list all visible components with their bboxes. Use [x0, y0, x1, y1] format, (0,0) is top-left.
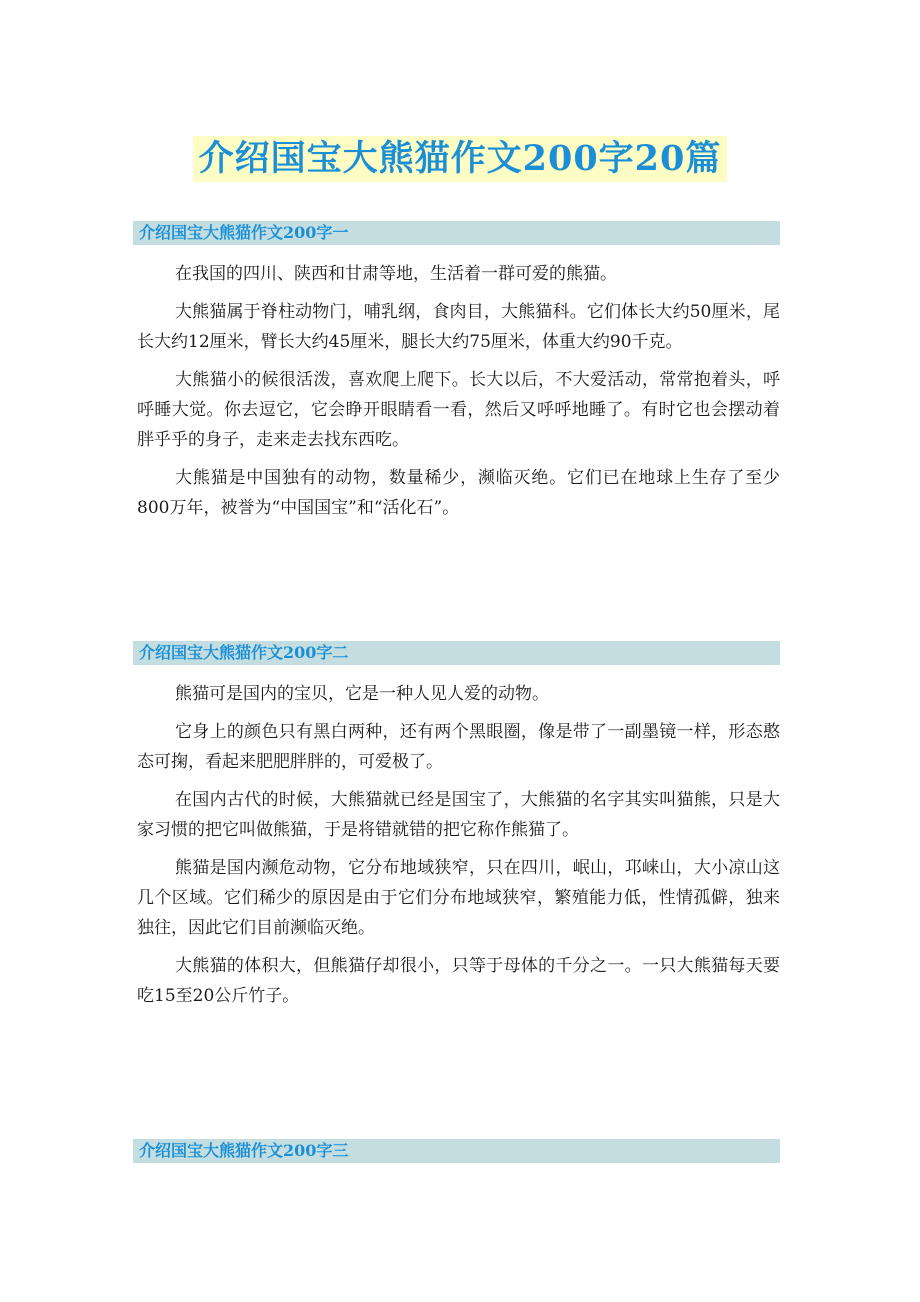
section-body-1 — [137, 259, 780, 531]
paragraph: 大熊猫属于脊柱动物门，哺乳纲，食肉目，大熊猫科。它们体长大约50厘米，尾长大约12厘米，臂长大约45厘米，腿长大约75厘米，体重大约90千克。 — [137, 302, 780, 352]
paragraph: 熊猫可是国内的宝贝，它是一种人见人爱的动物。 — [175, 684, 549, 704]
section-body-2 — [137, 679, 780, 1019]
paragraph: 在我国的四川、陕西和甘肃等地，生活着一群可爱的熊猫。 — [175, 264, 617, 284]
paragraph: 它身上的颜色只有黑白两种，还有两个黑眼圈，像是带了一副墨镜一样，形态憨态可掬，看起来肥肥胖胖的，可爱极了。 — [137, 722, 780, 772]
page-title-wrapper — [0, 136, 920, 182]
section-heading-1: 介绍国宝大熊猫作文200字一 — [133, 221, 780, 245]
page-title: 介绍国宝大熊猫作文200字20篇 — [193, 136, 728, 182]
section-heading-3: 介绍国宝大熊猫作文200字三 — [133, 1139, 780, 1163]
paragraph: 大熊猫是中国独有的动物，数量稀少，濒临灭绝。它们已在地球上生存了至少800万年，被誉为“中国国宝”和“活化石”。 — [137, 468, 780, 518]
paragraph: 熊猫是国内濒危动物，它分布地域狭窄，只在四川，岷山，邛崃山，大小凉山这几个区域。它们稀少的原因是由于它们分布地域狭窄，繁殖能力低，性情孤僻，独来独往，因此它们目前濒临灭绝。 — [137, 858, 780, 938]
paragraph: 大熊猫小的候很活泼，喜欢爬上爬下。长大以后，不大爱活动，常常抱着头，呼呼睡大觉。你去逗它，它会睁开眼睛看一看，然后又呼呼地睡了。有时它也会摆动着胖乎乎的身子，走来走去找东西吃。 — [137, 370, 780, 450]
paragraph: 在国内古代的时候，大熊猫就已经是国宝了，大熊猫的名字其实叫猫熊，只是大家习惯的把它叫做熊猫，于是将错就错的把它称作熊猫了。 — [137, 790, 780, 840]
section-heading-2: 介绍国宝大熊猫作文200字二 — [133, 641, 780, 665]
paragraph: 大熊猫的体积大，但熊猫仔却很小，只等于母体的千分之一。一只大熊猫每天要吃15至20公斤竹子。 — [137, 956, 780, 1006]
